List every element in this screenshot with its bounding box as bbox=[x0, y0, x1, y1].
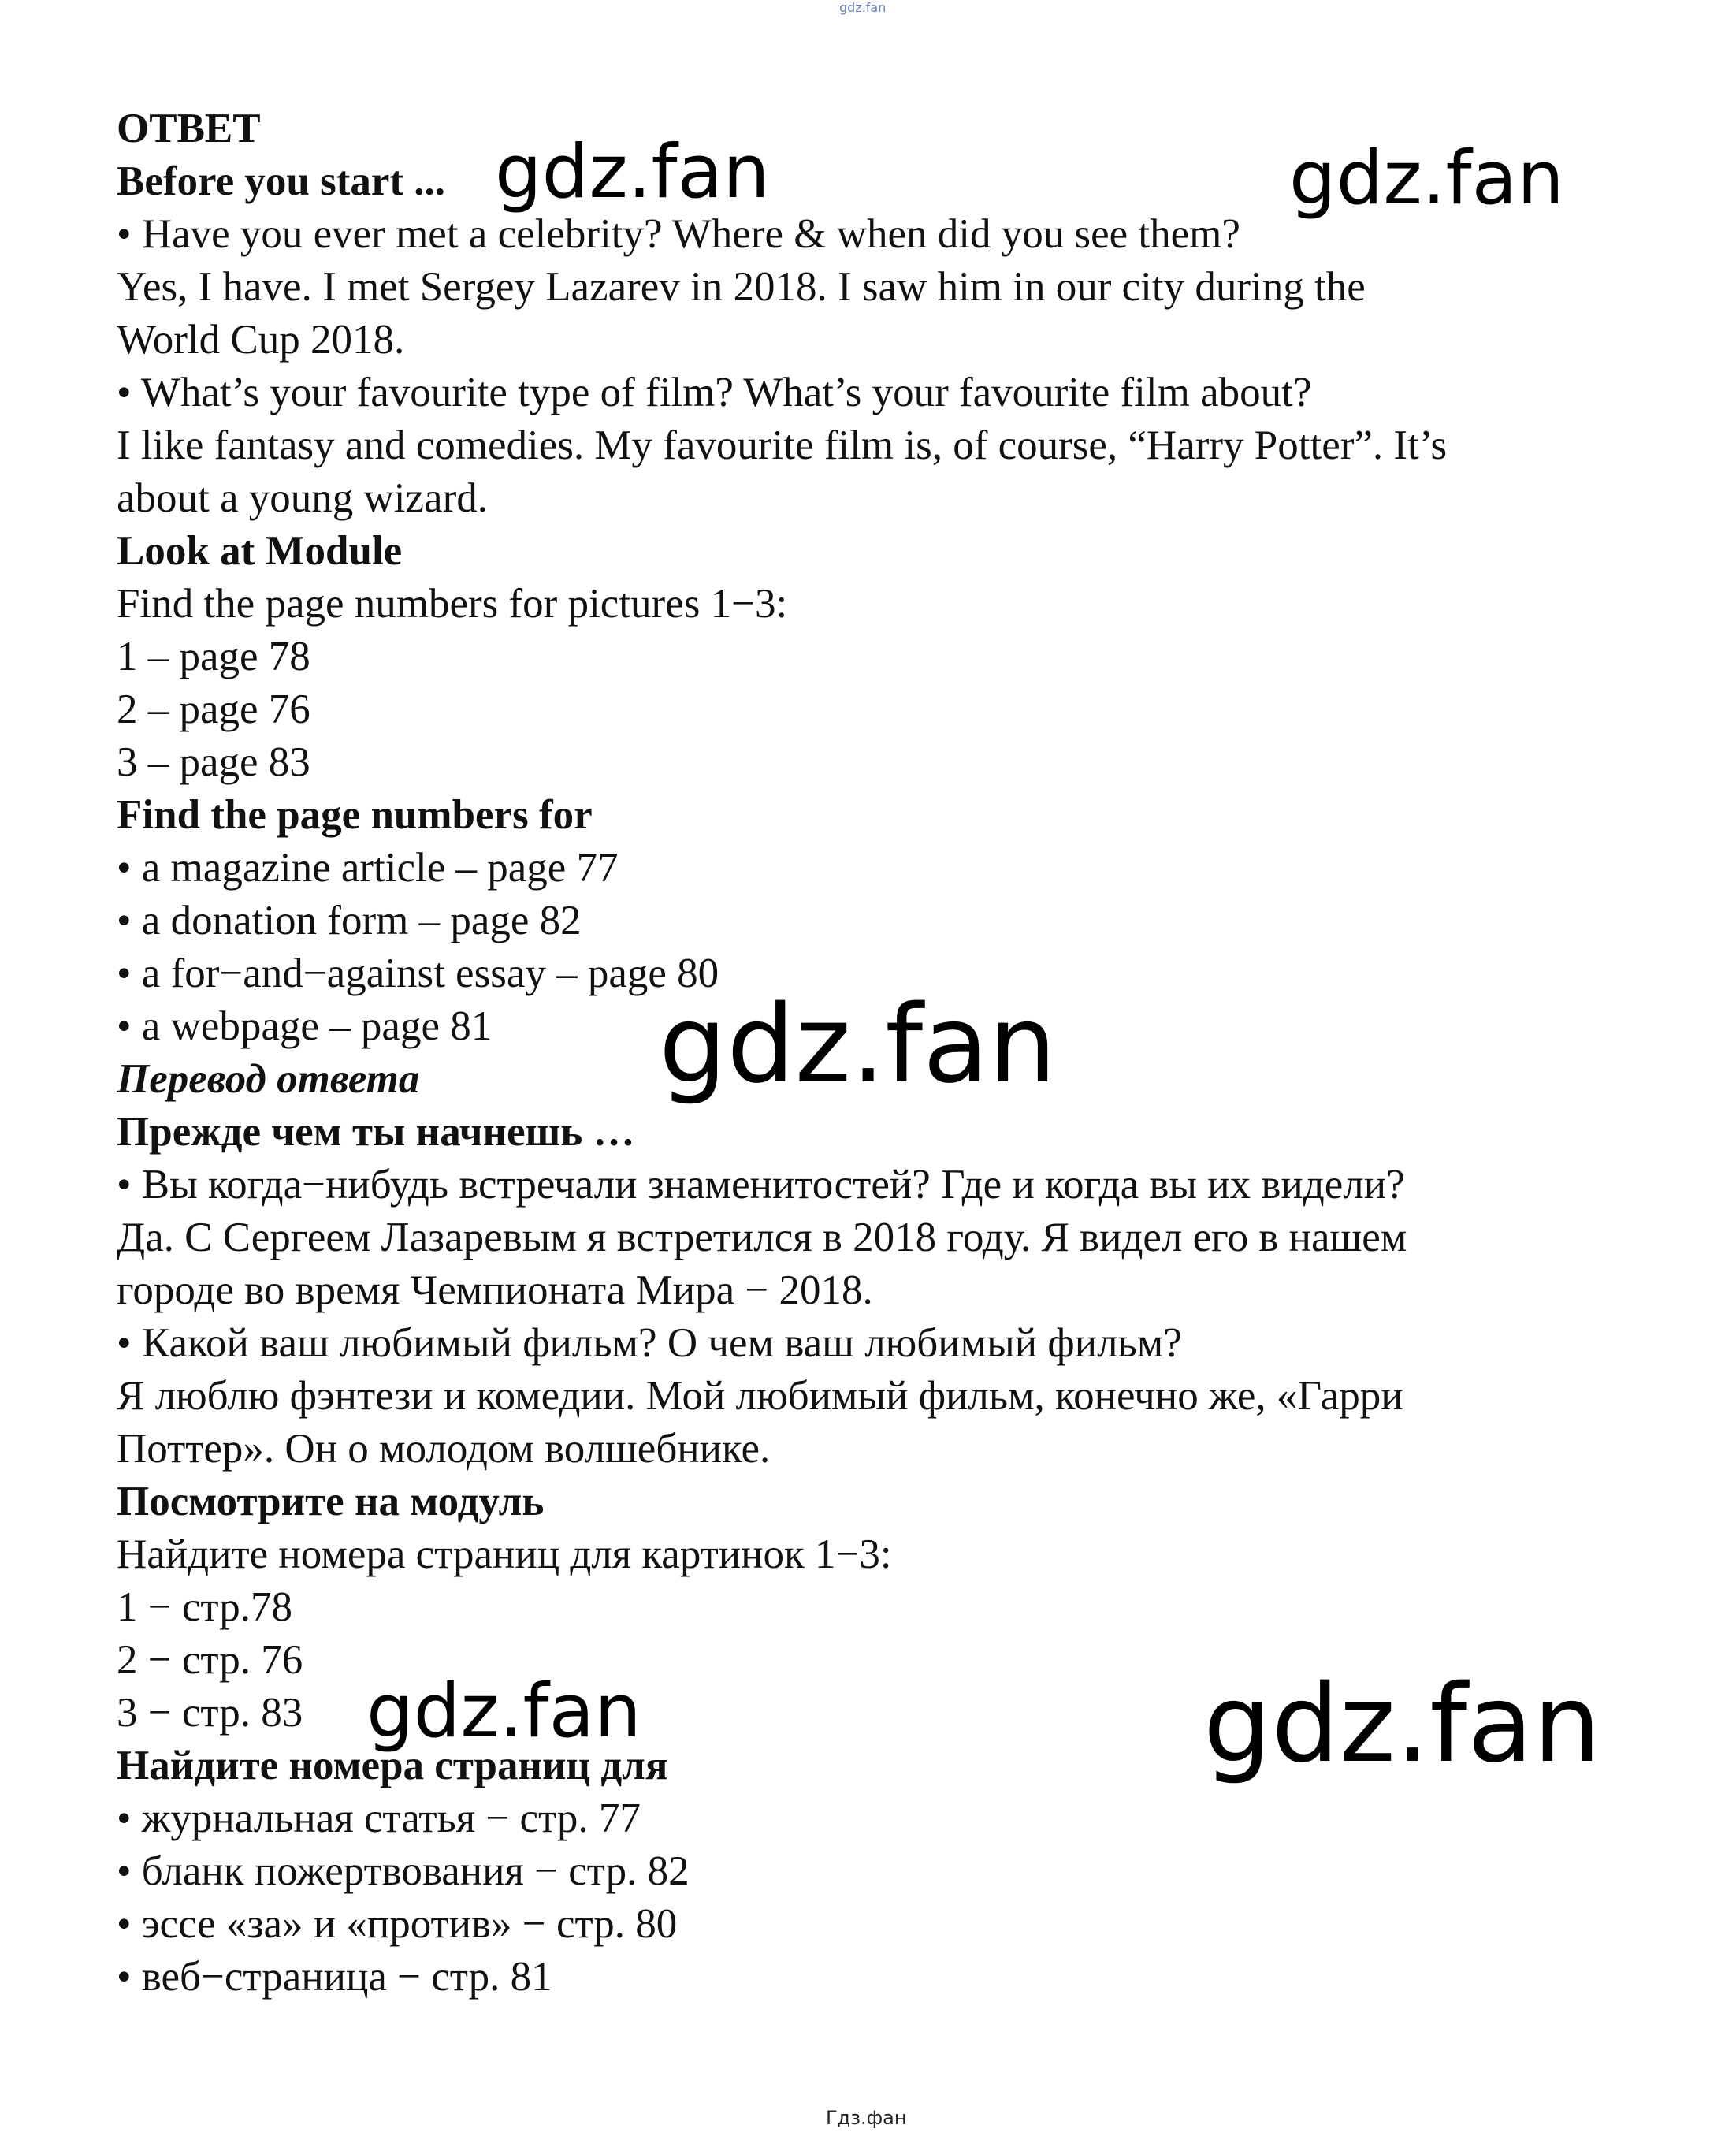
answer-celebrity-line-2: World Cup 2018. bbox=[117, 317, 405, 363]
before-you-start-heading: Before you start ... bbox=[117, 158, 446, 204]
translation-find-item: • бланк пожертвования − стр. 82 bbox=[117, 1848, 690, 1894]
translation-picture-item: 2 − стр. 76 bbox=[117, 1637, 303, 1683]
translation-pictures-intro: Найдите номера страниц для картинок 1−3: bbox=[117, 1531, 892, 1577]
watermark: gdz.fan bbox=[366, 1669, 641, 1755]
answer-film-line-1: I like fantasy and comedies. My favourite film is, of course, “Harry Potter”. It’s bbox=[117, 422, 1448, 468]
header-watermark: gdz.fan bbox=[839, 0, 887, 15]
find-item: • a webpage – page 81 bbox=[117, 1003, 493, 1049]
watermark: gdz.fan bbox=[1203, 1662, 1601, 1787]
watermark: gdz.fan bbox=[495, 129, 770, 215]
translation-question-celebrity: • Вы когда−нибудь встречали знаменитостей? Где и когда вы их видели? bbox=[117, 1162, 1405, 1208]
picture-item: 1 – page 78 bbox=[117, 634, 310, 679]
answer-film-line-2: about a young wizard. bbox=[117, 475, 488, 521]
find-item: • a donation form – page 82 bbox=[117, 898, 582, 943]
picture-item: 2 – page 76 bbox=[117, 687, 310, 732]
translation-heading: Перевод ответа bbox=[117, 1056, 420, 1102]
find-item: • a for−and−against essay – page 80 bbox=[117, 951, 719, 996]
translation-question-film: • Какой ваш любимый фильм? О чем ваш любимый фильм? bbox=[117, 1320, 1182, 1366]
translation-find-item: • веб−страница − стр. 81 bbox=[117, 1954, 552, 2000]
translation-answer-film-line-2: Поттер». Он о молодом волшебнике. bbox=[117, 1426, 771, 1472]
look-at-module-heading: Look at Module bbox=[117, 528, 403, 574]
question-celebrity: • Have you ever met a celebrity? Where & when did you see them? bbox=[117, 211, 1240, 257]
translation-answer-film-line-1: Я люблю фэнтези и комедии. Мой любимый фильм, конечно же, «Гарри bbox=[117, 1373, 1403, 1419]
answer-title: ОТВЕТ bbox=[117, 106, 261, 151]
answer-celebrity-line-1: Yes, I have. I met Sergey Lazarev in 2018. I saw him in our city during the bbox=[117, 264, 1366, 310]
translation-answer-celebrity-line-2: городе во время Чемпионата Мира − 2018. bbox=[117, 1267, 873, 1313]
translation-answer-celebrity-line-1: Да. С Сергеем Лазаревым я встретился в 2018 году. Я видел его в нашем bbox=[117, 1215, 1407, 1260]
translation-module-heading: Посмотрите на модуль bbox=[117, 1479, 545, 1524]
translation-find-item: • журнальная статья − стр. 77 bbox=[117, 1796, 641, 1841]
translation-before-heading: Прежде чем ты начнешь … bbox=[117, 1109, 635, 1155]
translation-find-item: • эссе «за» и «против» − стр. 80 bbox=[117, 1901, 678, 1947]
picture-item: 3 – page 83 bbox=[117, 739, 310, 785]
find-page-numbers-heading: Find the page numbers for bbox=[117, 792, 593, 838]
translation-find-heading: Найдите номера страниц для bbox=[117, 1743, 668, 1788]
footer-text: Гдз.фан bbox=[826, 2107, 907, 2129]
watermark: gdz.fan bbox=[1289, 136, 1564, 221]
translation-picture-item: 1 − стр.78 bbox=[117, 1584, 292, 1630]
question-film: • What’s your favourite type of film? What’s your favourite film about? bbox=[117, 370, 1312, 415]
find-item: • a magazine article – page 77 bbox=[117, 845, 619, 891]
translation-picture-item: 3 − стр. 83 bbox=[117, 1690, 303, 1736]
watermark: gdz.fan bbox=[659, 983, 1057, 1107]
pictures-intro: Find the page numbers for pictures 1−3: bbox=[117, 581, 788, 627]
